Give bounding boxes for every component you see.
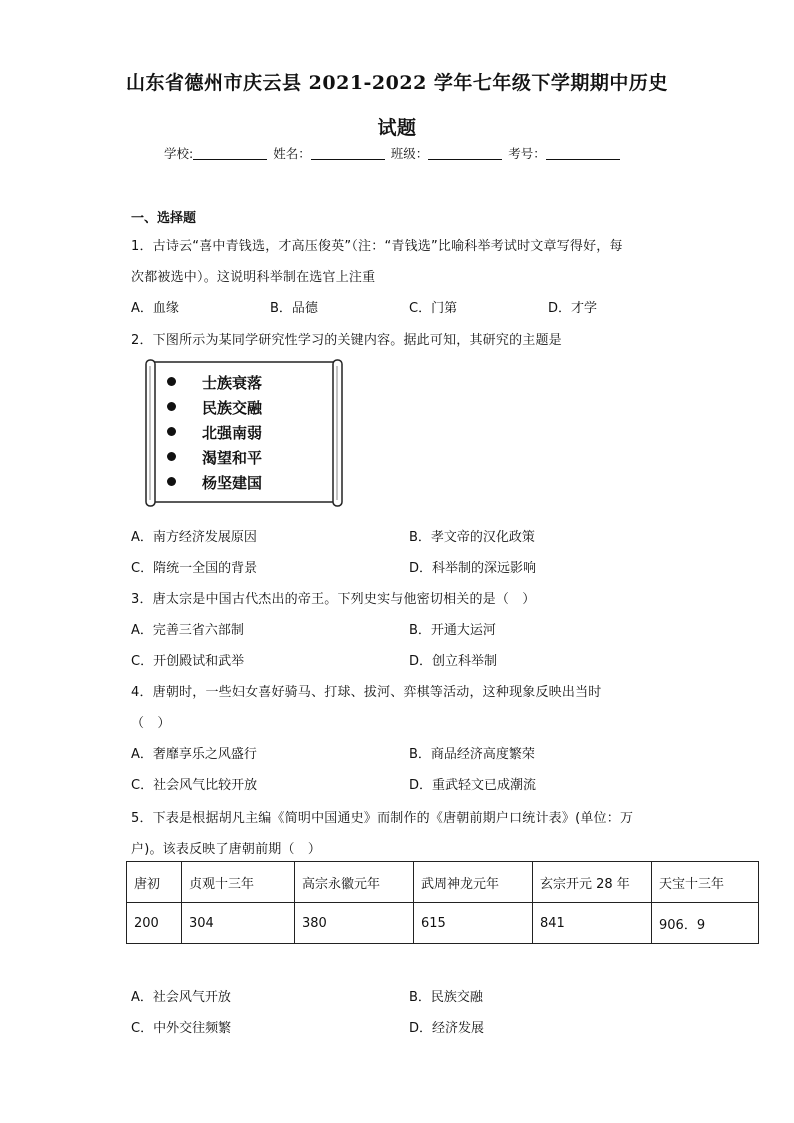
q1-option-b[interactable]: B．品德 bbox=[270, 301, 318, 316]
table-cell: 615 bbox=[414, 903, 533, 944]
table-header-cell: 玄宗开元 28 年 bbox=[533, 862, 652, 903]
table-cell: 380 bbox=[295, 903, 414, 944]
bullet-icon bbox=[167, 452, 176, 461]
name-label: 姓名： bbox=[273, 146, 311, 161]
q4-option-b[interactable]: B．商品经济高度繁荣 bbox=[409, 747, 535, 762]
exam-number-label: 考号： bbox=[508, 146, 546, 161]
table-header-cell: 贞观十三年 bbox=[182, 862, 295, 903]
table-header-cell: 高宗永徽元年 bbox=[295, 862, 414, 903]
bullet-icon bbox=[167, 427, 176, 436]
table-cell: 304 bbox=[182, 903, 295, 944]
q1-option-c[interactable]: C．门第 bbox=[409, 301, 458, 316]
q4-stem-line-2: （ ） bbox=[131, 716, 171, 731]
population-table bbox=[126, 861, 759, 944]
q3-option-c[interactable]: C．开创殿试和武举 bbox=[131, 654, 245, 669]
q3-stem-line-1: 3．唐太宗是中国古代杰出的帝王。下列史实与他密切相关的是（ ） bbox=[131, 592, 536, 607]
q1-stem-line-2: 次都被选中）。这说明科举制在选官上注重 bbox=[131, 270, 376, 285]
table-header-cell: 武周神龙元年 bbox=[414, 862, 533, 903]
scroll-item: 杨坚建国 bbox=[167, 472, 262, 493]
table-header-cell: 唐初 bbox=[127, 862, 182, 903]
name-blank[interactable] bbox=[311, 147, 385, 160]
q5-option-b[interactable]: B．民族交融 bbox=[409, 990, 483, 1005]
q4-option-a[interactable]: A．奢靡享乐之风盛行 bbox=[131, 747, 257, 762]
bullet-icon bbox=[167, 402, 176, 411]
q5-option-d[interactable]: D．经济发展 bbox=[409, 1021, 485, 1036]
q2-stem-line-1: 2．下图所示为某同学研究性学习的关键内容。据此可知，其研究的主题是 bbox=[131, 333, 562, 348]
table-row bbox=[127, 903, 759, 944]
table-cell: 200 bbox=[127, 903, 182, 944]
q5-option-c[interactable]: C．中外交往频繁 bbox=[131, 1021, 232, 1036]
scroll-item: 渴望和平 bbox=[167, 447, 262, 468]
scroll-item: 士族衰落 bbox=[167, 372, 262, 393]
section-heading: 一、选择题 bbox=[131, 211, 197, 226]
q5-option-a[interactable]: A．社会风气开放 bbox=[131, 990, 231, 1005]
q5-stem-line-1: 5．下表是根据胡凡主编《简明中国通史》而制作的《唐朝前期户口统计表》(单位：万 bbox=[131, 811, 634, 826]
q4-option-c[interactable]: C．社会风气比较开放 bbox=[131, 778, 258, 793]
bullet-icon bbox=[167, 477, 176, 486]
q2-option-c[interactable]: C．隋统一全国的背景 bbox=[131, 561, 258, 576]
school-blank[interactable] bbox=[193, 147, 267, 160]
q4-stem-line-1: 4．唐朝时，一些妇女喜好骑马、打球、拔河、弈棋等活动，这种现象反映出当时 bbox=[131, 685, 602, 700]
bullet-icon bbox=[167, 377, 176, 386]
q2-option-b[interactable]: B．孝文帝的汉化政策 bbox=[409, 530, 535, 545]
table-cell: 906．9 bbox=[652, 903, 759, 944]
q2-option-a[interactable]: A．南方经济发展原因 bbox=[131, 530, 257, 545]
table-header-cell: 天宝十三年 bbox=[652, 862, 759, 903]
q1-stem-line-1: 1．古诗云“喜中青钱选，才高压俊英”（注：“青钱选”比喻科举考试时文章写得好，每 bbox=[131, 239, 623, 254]
exam-number-blank[interactable] bbox=[546, 147, 620, 160]
q4-option-d[interactable]: D．重武轻文已成潮流 bbox=[409, 778, 537, 793]
q3-option-a[interactable]: A．完善三省六部制 bbox=[131, 623, 244, 638]
q5-stem-line-2: 户)。该表反映了唐朝前期（ ） bbox=[131, 842, 322, 857]
page-title-line-1: 山东省德州市庆云县 2021-2022 学年七年级下学期期中历史 bbox=[126, 72, 668, 94]
table-cell: 841 bbox=[533, 903, 652, 944]
class-blank[interactable] bbox=[428, 147, 502, 160]
study-notes-scroll-image bbox=[145, 358, 343, 508]
scroll-item: 北强南弱 bbox=[167, 422, 262, 443]
q2-option-d[interactable]: D．科举制的深远影响 bbox=[409, 561, 537, 576]
class-label: 班级： bbox=[390, 146, 429, 161]
q1-option-d[interactable]: D．才学 bbox=[548, 301, 598, 316]
table-header-row bbox=[127, 862, 759, 903]
page-title-line-2: 试题 bbox=[377, 117, 417, 139]
q3-option-b[interactable]: B．开通大运河 bbox=[409, 623, 496, 638]
scroll-item: 民族交融 bbox=[167, 397, 262, 418]
school-label: 学校: bbox=[164, 146, 194, 161]
q3-option-d[interactable]: D．创立科举制 bbox=[409, 654, 498, 669]
q1-option-a[interactable]: A．血缘 bbox=[131, 301, 179, 316]
student-info-fields bbox=[164, 144, 622, 162]
